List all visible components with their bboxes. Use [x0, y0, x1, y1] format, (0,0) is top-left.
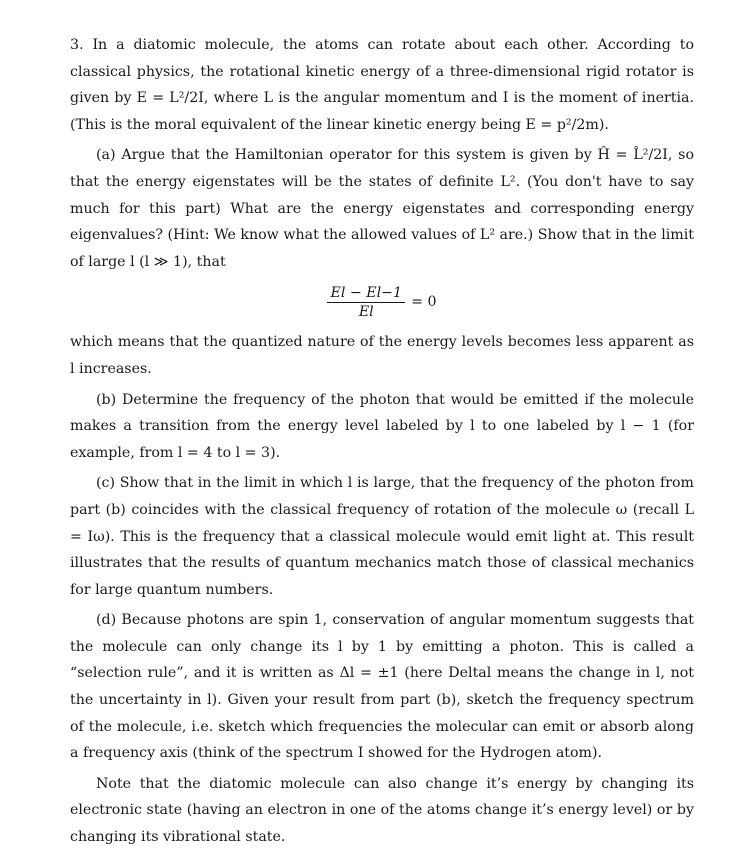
part-d: (d) Because photons are spin 1, conservation of angular momentum suggests that the molecule can only change its l by 1 by emitting a photon. This is called a “selection rule”, and it is written as Δl = ±1 (here Deltal means the change in l, not the uncertainty in l). Given your result from part (b), sketch the frequency spectrum of the molecule, i.e. sketch which frequencies the molecular can emit or absorb along a frequency axis (think of the spectrum I showed for the Hydrogen atom).	[70, 612, 694, 762]
problem-intro: 3. In a diatomic molecule, the atoms can rotate about each other. According to classical physics, the rotational kinetic energy of a three-dimensional rigid rotator is given by E = L²/2I, where L is the angular momentum and I is the moment of inertia. (This is the moral equivalent of the linear kinetic energy being E = p²/2m).	[70, 37, 694, 133]
equation-denominator: El	[358, 303, 374, 320]
closing-note: Note that the diatomic molecule can also change it’s energy by changing its electronic state (having an electron in one of the atoms change it’s energy level) or by changing its vibrational state.	[70, 775, 694, 846]
equation-numerator: El − El−1	[327, 285, 405, 303]
part-c: (c) Show that in the limit in which l is large, that the frequency of the photon from part (b) coincides with the classical frequency of rotation of the molecule ω (recall L = Iω). This is the frequency that a classical molecule would emit light at. This result illustrates that the results of quantum mechanics match those of classical mechanics for large quantum numbers.	[70, 475, 694, 598]
problem-page	[70, 32, 694, 851]
limit-equation	[70, 275, 694, 329]
part-a: (a) Argue that the Hamiltonian operator for this system is given by Ĥ = L̂²/2I, so that the energy eigenstates will be the states of definite L². (You don't have to say much for this part) What are the energy eigenstates and corresponding energy eigenvalues? (Hint: We know what the allowed values of L² are.) Show that in the limit of large l (l ≫ 1), that	[70, 147, 694, 270]
part-a-continued: which means that the quantized nature of the energy levels becomes less apparent as l increases.	[70, 334, 694, 377]
equation-fraction	[327, 285, 405, 321]
part-b: (b) Determine the frequency of the photon that would be emitted if the molecule makes a transition from the energy level labeled by l to one labeled by l − 1 (for example, from l = 4 to l = 3).	[70, 391, 694, 461]
equation-rhs: = 0	[411, 294, 437, 311]
